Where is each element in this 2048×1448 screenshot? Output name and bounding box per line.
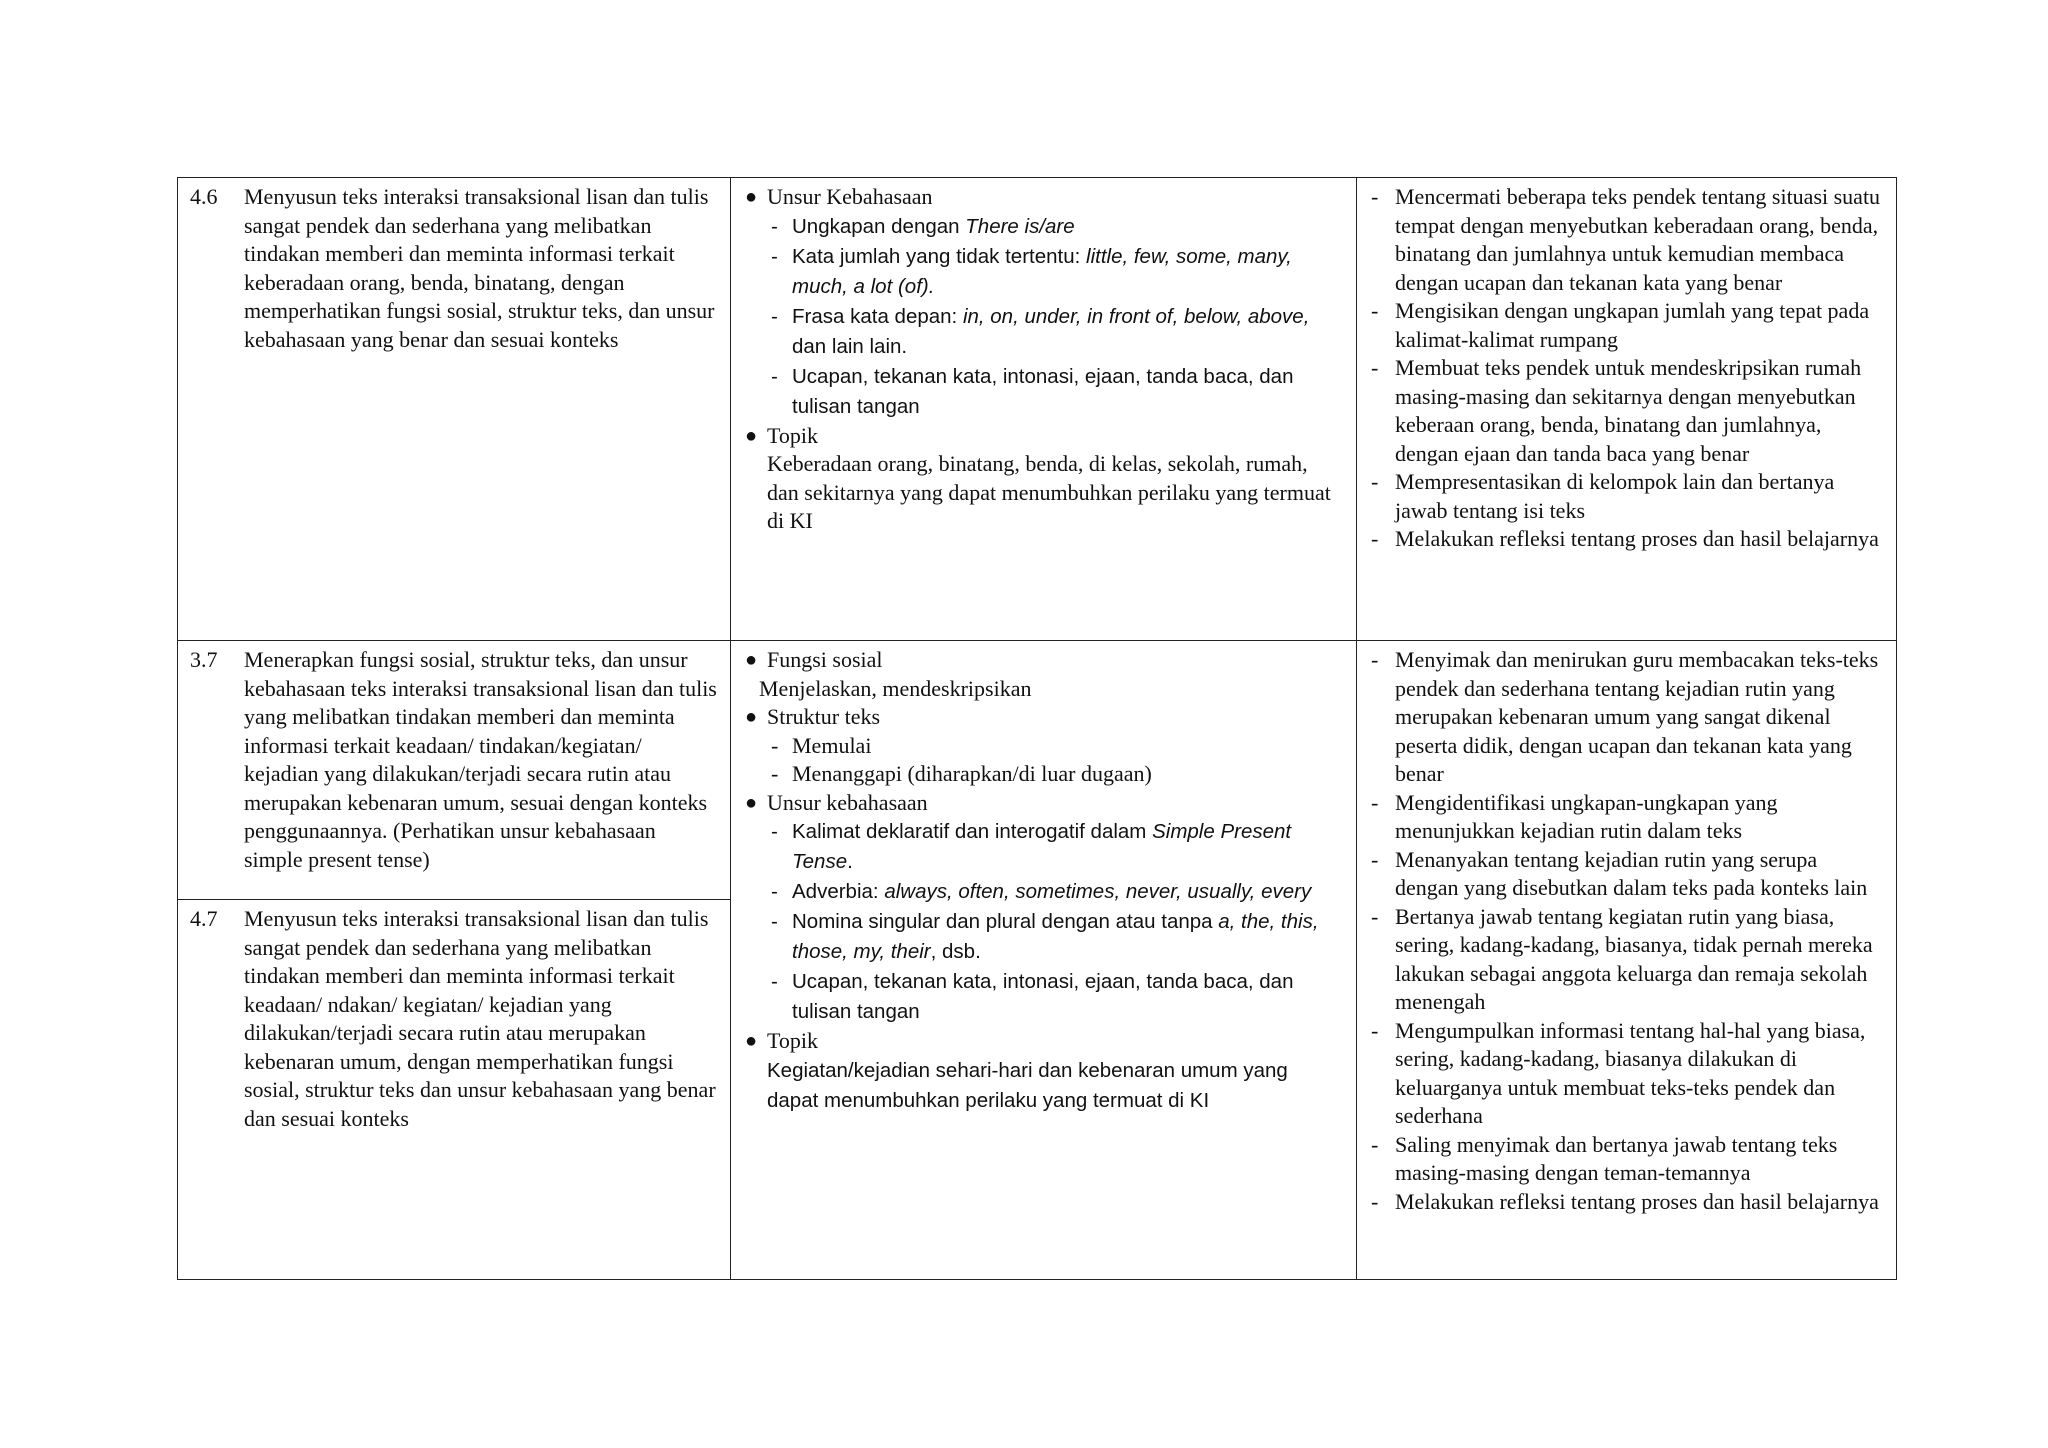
activity-item: - Mengisikan dengan ungkapan jumlah yang tepat pada kalimat-kalimat rumpang [1371,298,1870,352]
material-bullet: ● Unsur kebahasaan [743,789,1340,818]
competency-cell [178,641,731,1280]
material-subitem: - Ucapan, tekanan kata, intonasi, ejaan, tanda baca, dan tulisan tangan [771,364,1294,418]
activity-item: - Melakukan refleksi tentang proses dan hasil belajarnya [1371,1188,1879,1214]
material-bullet: ● Unsur Kebahasaan [743,183,1340,212]
material-bullet: ● Topik [743,422,1340,451]
bullet-icon: ● [745,424,758,447]
material-bullet: ● Topik [743,1027,1340,1056]
material-subitem: - Memulai [771,732,872,758]
bullet-icon: ● [745,706,758,728]
competency-code: 4.7 [190,906,218,931]
activity-item: - Menanyakan tentang kejadian rutin yang serupa dengan yang disebutkan dalam teks pada konteks lain [1371,846,1868,900]
competency-code: 4.6 [190,184,218,209]
competency-cell [178,178,731,641]
material-subitem: - Kalimat deklaratif dan interogatif dalam Simple Present Tense. [771,820,1292,873]
competency-code: 3.7 [190,647,218,672]
activity-cell [1357,641,1897,1280]
material-text: Keberadaan orang, binatang, benda, di kelas, sekolah, rumah, dan sekitarnya yang dapat menumbuhkan perilaku yang termuat di KI [767,451,1331,533]
activity-item: - Menyimak dan menirukan guru membacakan teks-teks pendek dan sederhana tentang kejadian rutin yang merupakan kebenaran umum yang sangat dikenal peserta didik, dengan ucapan dan tekanan kata yang benar [1371,647,1879,786]
material-text: Menjelaskan, mendeskripsikan [759,675,1032,701]
activity-item: - Mengumpulkan informasi tentang hal-hal yang biasa, sering, kadang-kadang, biasanya dilakukan di keluarganya untuk membuat teks-teks pendek dan sederhana [1371,1017,1866,1128]
bullet-icon: ● [745,1030,758,1052]
bullet-icon: ● [745,649,758,671]
material-subitem: - Frasa kata depan: in, on, under, in front of, below, above, dan lain lain. [771,304,1310,358]
competency-item [178,178,730,354]
table-row [178,641,1897,1280]
activity-item: - Melakukan refleksi tentang proses dan hasil belajarnya [1371,526,1879,551]
syllabus-table [177,177,1897,1280]
material-subitem: - Nomina singular dan plural dengan atau tanpa a, the, this, those, my, their, dsb. [771,910,1319,963]
competency-text: Menyusun teks interaksi transaksional lisan dan tulis sangat pendek dan sederhana yang melibatkan tindakan memberi dan meminta informasi terkait keberadaan orang, benda, binatang, dengan memperhatikan fungsi sosial, struktur teks, dan unsur kebahasaan yang benar dan sesuai konteks [244,184,715,352]
competency-text: Menyusun teks interaksi transaksional lisan dan tulis sangat pendek dan sederhana yang melibatkan tindakan memberi dan meminta informasi terkait keadaan/ ndakan/ kegiatan/ kejadian yang dilakukan/terjadi secara rutin atau merupakan kebenaran umum, dengan memperhatikan fungsi sosial, struktur teks dan unsur kebahasaan yang benar dan sesuai konteks [244,906,716,1131]
table-row [178,178,1897,641]
bullet-icon: ● [745,186,758,208]
material-subitem: - Ungkapan dengan There is/are [771,214,1075,238]
material-bullet: ● Fungsi sosial [743,646,1340,675]
activity-item: - Bertanya jawab tentang kegiatan rutin yang biasa, sering, kadang-kadang, biasanya, tidak pernah mereka lakukan sebagai anggota keluarga dan remaja sekolah menengah [1371,903,1873,1014]
competency-item [178,641,730,900]
competency-text: Menerapkan fungsi sosial, struktur teks, dan unsur kebahasaan teks interaksi transaksional lisan dan tulis yang melibatkan tindakan memberi dan meminta informasi terkait keadaan/ tindakan/kegiatan/ kejadian yang dilakukan/terjadi secara rutin atau merupakan kebenaran umum, sesuai dengan konteks penggunaannya. (Perhatikan unsur kebahasaan simple present tense) [244,647,717,872]
activity-item: - Mempresentasikan di kelompok lain dan bertanya jawab tentang isi teks [1371,469,1835,523]
material-subitem: - Kata jumlah yang tidak tertentu: little, few, some, many, much, a lot (of). [771,244,1292,298]
material-cell [731,641,1357,1280]
activity-item: - Mencermati beberapa teks pendek tentang situasi suatu tempat dengan menyebutkan keberadaan orang, benda, binatang dan jumlahnya untuk kemudian membaca dengan ucapan dan tekanan kata yang benar [1371,184,1881,295]
material-subitem: - Adverbia: always, often, sometimes, never, usually, every [771,880,1312,903]
activity-item: - Membuat teks pendek untuk mendeskripsikan rumah masing-masing dan sekitarnya dengan menyebutkan keberaan orang, benda, binatang dan jumlahnya, dengan ejaan dan tanda baca yang benar [1371,355,1862,466]
material-subitem: - Ucapan, tekanan kata, intonasi, ejaan, tanda baca, dan tulisan tangan [771,970,1294,1023]
competency-item [178,900,730,1133]
activity-item: - Mengidentifikasi ungkapan-ungkapan yang menunjukkan kejadian rutin dalam teks [1371,789,1778,843]
material-cell [731,178,1357,641]
material-subitem: - Menanggapi (diharapkan/di luar dugaan) [771,761,1152,786]
material-text: Kegiatan/kejadian sehari-hari dan kebenaran umum yang dapat menumbuhkan perilaku yang termuat di KI [767,1058,1288,1112]
activity-item: - Saling menyimak dan bertanya jawab tentang teks masing-masing dengan teman-temannya [1371,1131,1838,1185]
material-bullet: ● Struktur teks [743,703,1340,732]
bullet-icon: ● [745,791,758,814]
activity-cell [1357,178,1897,641]
